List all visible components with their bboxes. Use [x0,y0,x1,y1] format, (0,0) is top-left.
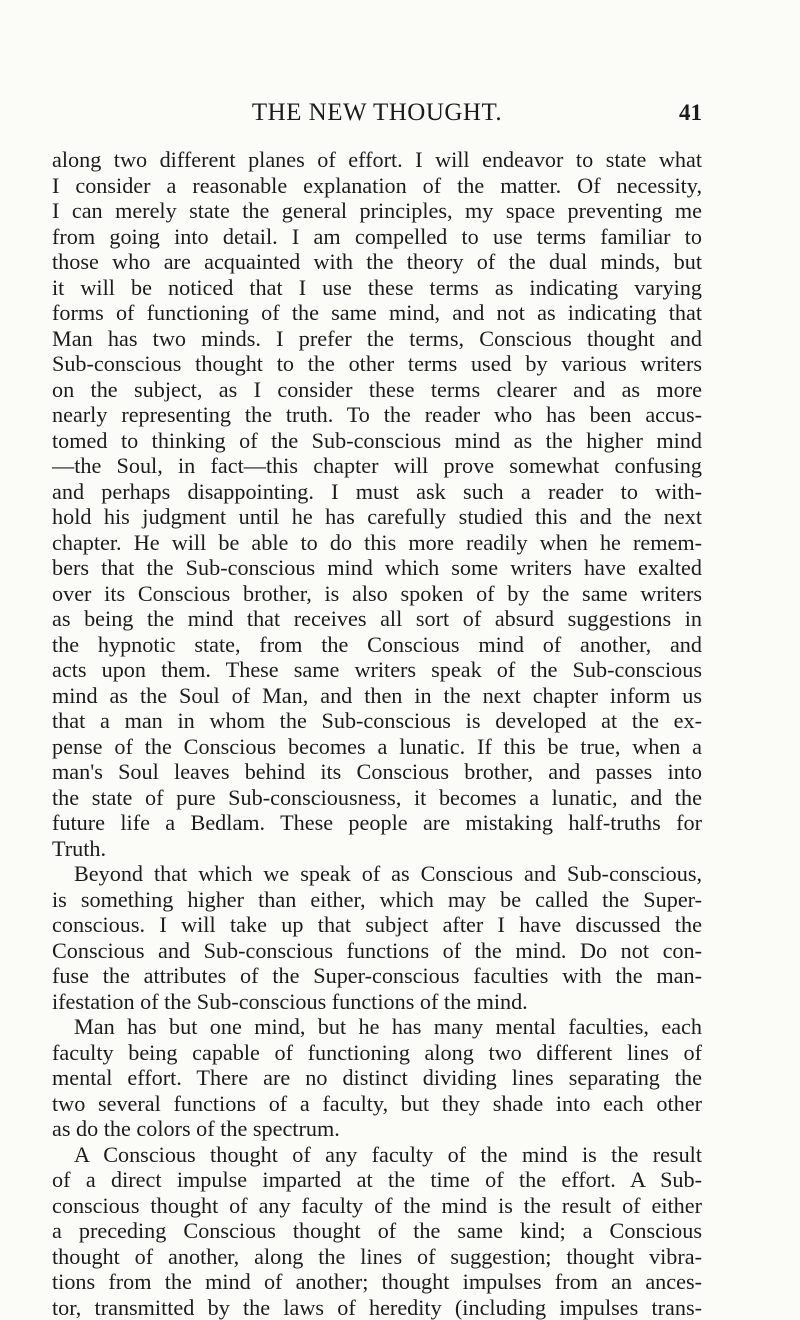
text-line: Sub-conscious thought to the other terms used by various writers [52,351,702,377]
text-line: I consider a reasonable explanation of the matter. Of necessity, [52,173,702,199]
text-line: tomed to thinking of the Sub-conscious mind as the higher mind [52,428,702,454]
text-line: pense of the Conscious becomes a lunatic. If this be true, when a [52,734,702,760]
text-line: that a man in whom the Sub-conscious is developed at the ex- [52,708,702,734]
page-number: 41 [679,98,702,128]
paragraph-start-line: Beyond that which we speak of as Conscious and Sub-conscious, [52,861,702,887]
page-header [52,98,702,128]
body-text [52,147,702,1320]
text-line: a preceding Conscious thought of the same kind; a Conscious [52,1218,702,1244]
paragraph-start-line: A Conscious thought of any faculty of the mind is the result [52,1142,702,1168]
text-line: it will be noticed that I use these terms as indicating varying [52,275,702,301]
text-line: mental effort. There are no distinct dividing lines separating the [52,1065,702,1091]
text-line: Man has two minds. I prefer the terms, Conscious thought and [52,326,702,352]
text-line: forms of functioning of the same mind, and not as indicating that [52,300,702,326]
running-head: THE NEW THOUGHT. [52,98,702,128]
text-line: on the subject, as I consider these terms clearer and as more [52,377,702,403]
text-line: tions from the mind of another; thought impulses from an ances- [52,1269,702,1295]
text-line: conscious thought of any faculty of the mind is the result of either [52,1193,702,1219]
text-line: Conscious and Sub-conscious functions of the mind. Do not con- [52,938,702,964]
text-line: chapter. He will be able to do this more readily when he remem- [52,530,702,556]
text-line: is something higher than either, which may be called the Super- [52,887,702,913]
text-line: as being the mind that receives all sort of absurd suggestions in [52,606,702,632]
text-line: the state of pure Sub-consciousness, it becomes a lunatic, and the [52,785,702,811]
text-line: hold his judgment until he has carefully studied this and the next [52,504,702,530]
text-line: fuse the attributes of the Super-conscious faculties with the man- [52,963,702,989]
paragraph-end-line: Truth. [52,836,702,862]
paragraph-end-line: ifestation of the Sub-conscious functions of the mind. [52,989,702,1015]
text-line: of a direct impulse imparted at the time of the effort. A Sub- [52,1167,702,1193]
text-line: acts upon them. These same writers speak of the Sub-conscious [52,657,702,683]
text-line: thought of another, along the lines of suggestion; thought vibra- [52,1244,702,1270]
text-line: the hypnotic state, from the Conscious mind of another, and [52,632,702,658]
text-line: nearly representing the truth. To the reader who has been accus- [52,402,702,428]
text-line: future life a Bedlam. These people are mistaking half-truths for [52,810,702,836]
text-line: —the Soul, in fact—this chapter will prove somewhat confusing [52,453,702,479]
text-line: along two different planes of effort. I will endeavor to state what [52,147,702,173]
paragraph-start-line: Man has but one mind, but he has many mental faculties, each [52,1014,702,1040]
text-line: I can merely state the general principles, my space preventing me [52,198,702,224]
text-line: mind as the Soul of Man, and then in the next chapter inform us [52,683,702,709]
text-line: those who are acquainted with the theory of the dual minds, but [52,249,702,275]
text-line: tor, transmitted by the laws of heredity (including impulses trans- [52,1295,702,1320]
text-line: and perhaps disappointing. I must ask such a reader to with- [52,479,702,505]
text-line: bers that the Sub-conscious mind which some writers have exalted [52,555,702,581]
text-line: two several functions of a faculty, but they shade into each other [52,1091,702,1117]
text-line: faculty being capable of functioning along two different lines of [52,1040,702,1066]
text-line: over its Conscious brother, is also spoken of by the same writers [52,581,702,607]
text-line: conscious. I will take up that subject after I have discussed the [52,912,702,938]
text-line: man's Soul leaves behind its Conscious brother, and passes into [52,759,702,785]
text-line: from going into detail. I am compelled to use terms familiar to [52,224,702,250]
paragraph-end-line: as do the colors of the spectrum. [52,1116,702,1142]
